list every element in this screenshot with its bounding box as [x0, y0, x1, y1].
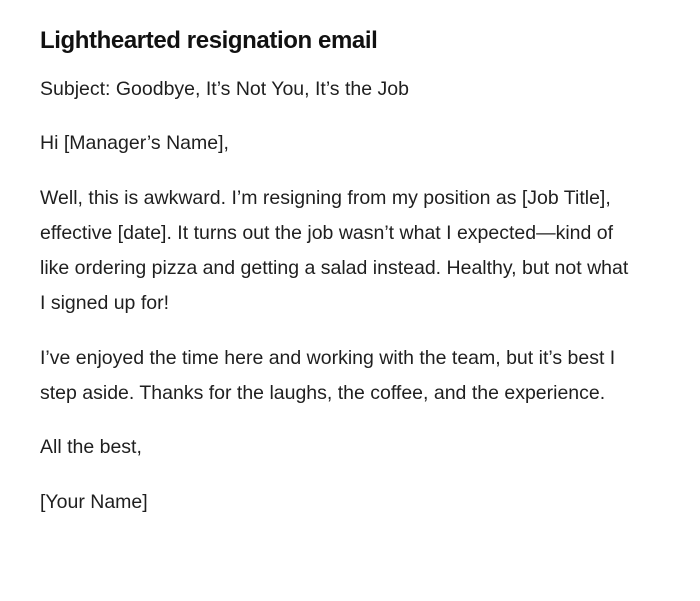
email-paragraph-1: Well, this is awkward. I’m resigning from my position as [Job Title], effective [date]. It turns out the job wasn’t what I expected—kind of like ordering pizza and getting a salad instead. Healthy, but not what I signed up for!: [40, 186, 629, 315]
email-signature: [Your Name]: [40, 490, 148, 513]
email-paragraph-2: I’ve enjoyed the time here and working with the team, but it’s best I step aside. Thanks for the laughs, the coffee, and the experience.: [40, 346, 616, 405]
email-greeting: Hi [Manager’s Name],: [40, 132, 229, 155]
document-title: Lighthearted resignation email: [40, 27, 378, 54]
email-subject: Subject: Goodbye, It’s Not You, It’s the Job: [40, 78, 409, 100]
email-closing: All the best,: [40, 436, 142, 459]
